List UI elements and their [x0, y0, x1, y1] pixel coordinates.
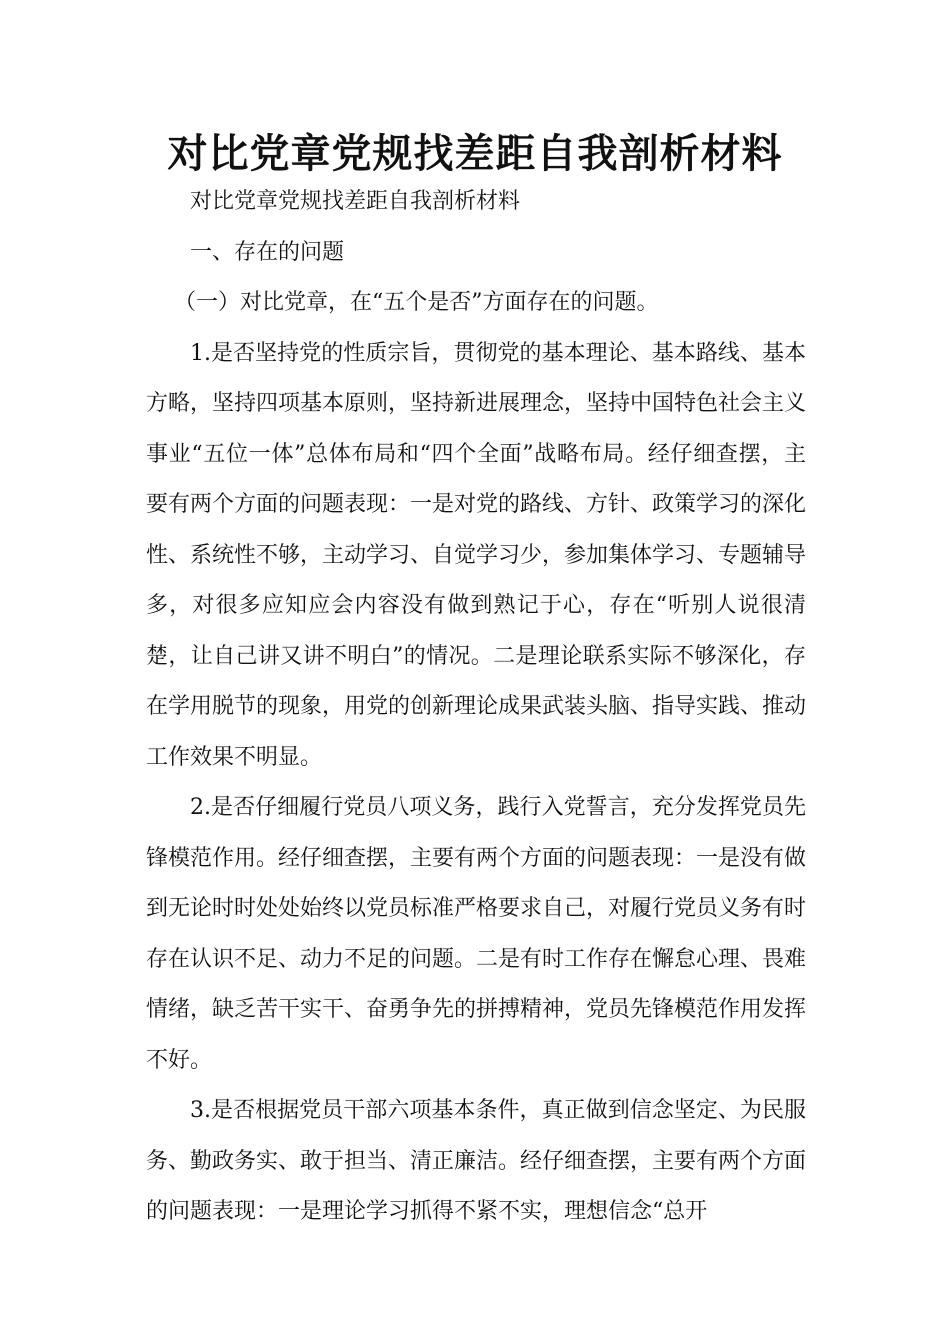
paragraph-item-1: 1.是否坚持党的性质宗旨，贯彻党的基本理论、基本路线、基本方略，坚持四项基本原则，坚持新进展理念，坚持中国特色社会主义事业“五位一体”总体布局和“四个全面”战略布局。经仔细查摆，主要有两个方面的问题表现：一是对党的路线、方针、政策学习的深化性、系统性不够，主动学习、自觉学习少，参加集体学习、专题辅导多，对很多应知应会内容没有做到熟记于心，存在“听别人说很清楚，让自己讲又讲不明白”的情况。二是理论联系实际不够深化，存在学用脱节的现象，用党的创新理论成果武装头脑、指导实践、推动工作效果不明显。	[146, 340, 807, 770]
subtitle-paragraph: 对比党章党规找差距自我剖析材料	[190, 189, 521, 214]
document-title: 对比党章党规找差距自我剖析材料	[167, 130, 783, 177]
section-heading: 一、存在的问题	[190, 239, 345, 265]
paragraph-item-3: 3.是否根据党员干部六项基本条件，真正做到信念坚定、为民服务、勤政务实、敢于担当、清正廉洁。经仔细查摆，主要有两个方面的问题表现：一是理论学习抓得不紧不实，理想信念“总开	[146, 1098, 807, 1224]
subsection-heading: （一）对比党章，在“五个是否”方面存在的问题。	[174, 290, 659, 315]
document-body	[146, 177, 806, 1238]
paragraph-item-2: 2.是否仔细履行党员八项义务，践行入党誓言，充分发挥党员先锋模范作用。经仔细查摆，主要有两个方面的问题表现：一是没有做到无论时时处处始终以党员标准严格要求自己，对履行党员义务有时存在认识不足、动力不足的问题。二是有时工作存在懈怠心理、畏难情绪，缺乏苦干实干、奋勇争先的拼搏精神，党员先锋模范作用发挥不好。	[146, 795, 807, 1073]
